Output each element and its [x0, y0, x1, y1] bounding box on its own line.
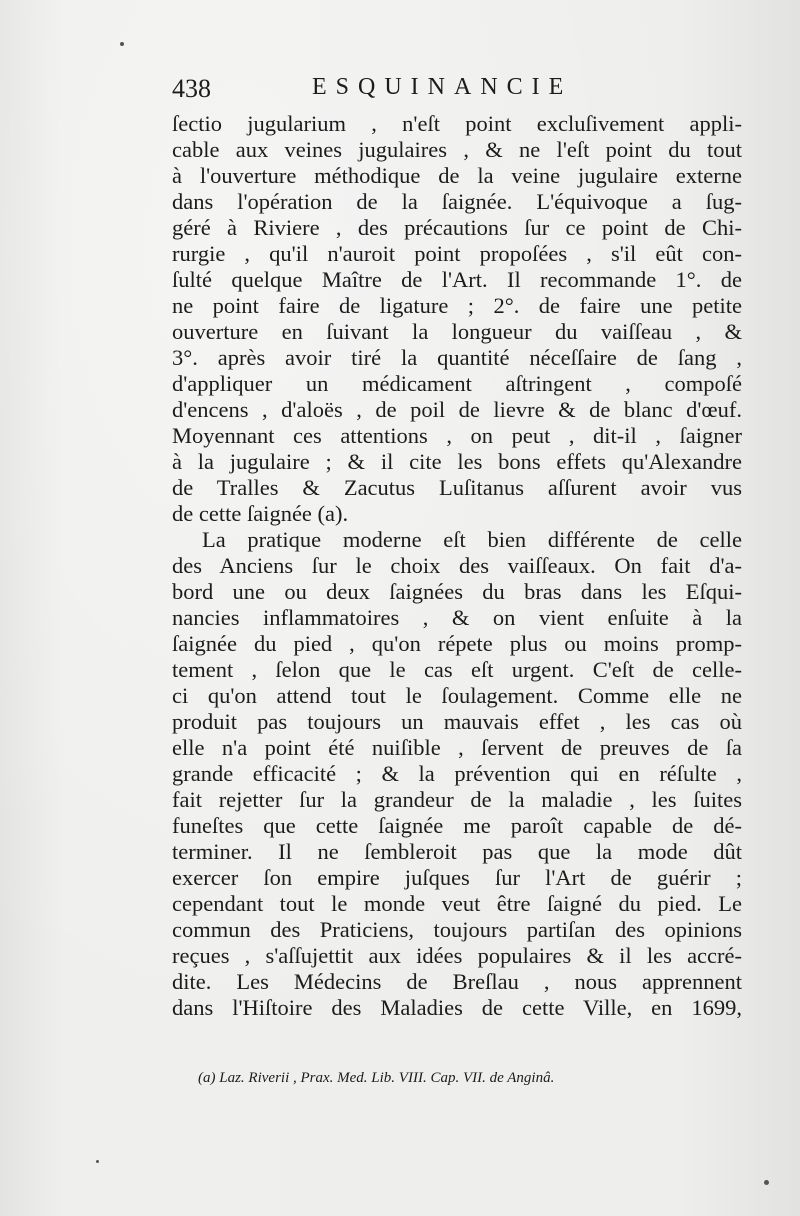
- text-line: ci qu'on attend tout le ſoulagement. Comme elle ne: [172, 683, 742, 708]
- text-line: terminer. Il ne ſembleroit pas que la mode dût: [172, 839, 742, 864]
- running-title: ESQUINANCIE: [312, 74, 573, 100]
- text-line: tement , ſelon que le cas eſt urgent. C'eſt de celle-: [172, 657, 742, 682]
- page-header: [172, 68, 612, 108]
- text-line: géré à Riviere , des précautions ſur ce point de Chi-: [172, 215, 742, 240]
- text-line: bord une ou deux ſaignées du bras dans les Eſqui-: [172, 579, 742, 604]
- text-line: des Anciens ſur le choix des vaiſſeaux. On fait d'a-: [172, 553, 742, 578]
- text-line: produit pas toujours un mauvais effet , les cas où: [172, 709, 742, 734]
- paper-speck: [764, 1180, 769, 1185]
- text-line: ſectio jugularium , n'eſt point excluſivement appli-: [172, 111, 742, 136]
- text-line: fait rejetter ſur la grandeur de la maladie , les ſuites: [172, 787, 742, 812]
- paper-speck: [120, 42, 124, 46]
- text-line: ouverture en ſuivant la longueur du vaiſſeau , &: [172, 319, 742, 344]
- text-line: à la jugulaire ; & il cite les bons effets qu'Alexandre: [172, 449, 742, 474]
- text-line: d'encens , d'aloës , de poil de lievre & de blanc d'œuf.: [172, 397, 742, 422]
- text-line: Moyennant ces attentions , on peut , dit-il , ſaigner: [172, 423, 742, 448]
- text-line: de Tralles & Zacutus Luſitanus aſſurent avoir vus: [172, 475, 742, 500]
- text-line: nancies inflammatoires , & on vient enſuite à la: [172, 605, 742, 630]
- page-number: 438: [172, 74, 211, 103]
- text-line: dans l'opération de la ſaignée. L'équivoque a ſug-: [172, 189, 742, 214]
- text-line: dans l'Hiſtoire des Maladies de cette Ville, en 1699,: [172, 995, 742, 1020]
- text-line: à l'ouverture méthodique de la veine jugulaire externe: [172, 163, 742, 188]
- text-line: funeſtes que cette ſaignée me paroît capable de dé-: [172, 813, 742, 838]
- paper-speck: [96, 1160, 99, 1163]
- text-line: exercer ſon empire juſques ſur l'Art de guérir ;: [172, 865, 742, 890]
- text-line: de cette ſaignée (a).: [172, 501, 349, 526]
- text-line: cable aux veines jugulaires , & ne l'eſt point du tout: [172, 137, 742, 162]
- text-line: ne point faire de ligature ; 2°. de faire une petite: [172, 293, 742, 318]
- text-line: ſaignée du pied , qu'on répete plus ou moins promp-: [172, 631, 742, 656]
- text-line: commun des Praticiens, toujours partiſan des opinions: [172, 917, 742, 942]
- text-line: elle n'a point été nuiſible , ſervent de preuves de ſa: [172, 735, 742, 760]
- text-line: ſulté quelque Maître de l'Art. Il recommande 1°. de: [172, 267, 742, 292]
- text-line: grande efficacité ; & la prévention qui en réſulte ,: [172, 761, 742, 786]
- text-line: d'appliquer un médicament aſtringent , compoſé: [172, 371, 742, 396]
- text-line: 3°. après avoir tiré la quantité néceſſaire de ſang ,: [172, 345, 742, 370]
- body-text: [172, 111, 742, 1021]
- text-line: dite. Les Médecins de Breſlau , nous apprennent: [172, 969, 742, 994]
- text-line: cependant tout le monde veut être ſaigné du pied. Le: [172, 891, 742, 916]
- text-line: rurgie , qu'il n'auroit point propoſées , s'il eût con-: [172, 241, 742, 266]
- footnote: (a) Laz. Riverii , Prax. Med. Lib. VIII. Cap. VII. de Anginâ.: [198, 1070, 555, 1086]
- text-line: reçues , s'aſſujettit aux idées populaires & il les accré-: [172, 943, 742, 968]
- text-line: La pratique moderne eſt bien différente de celle: [202, 527, 742, 552]
